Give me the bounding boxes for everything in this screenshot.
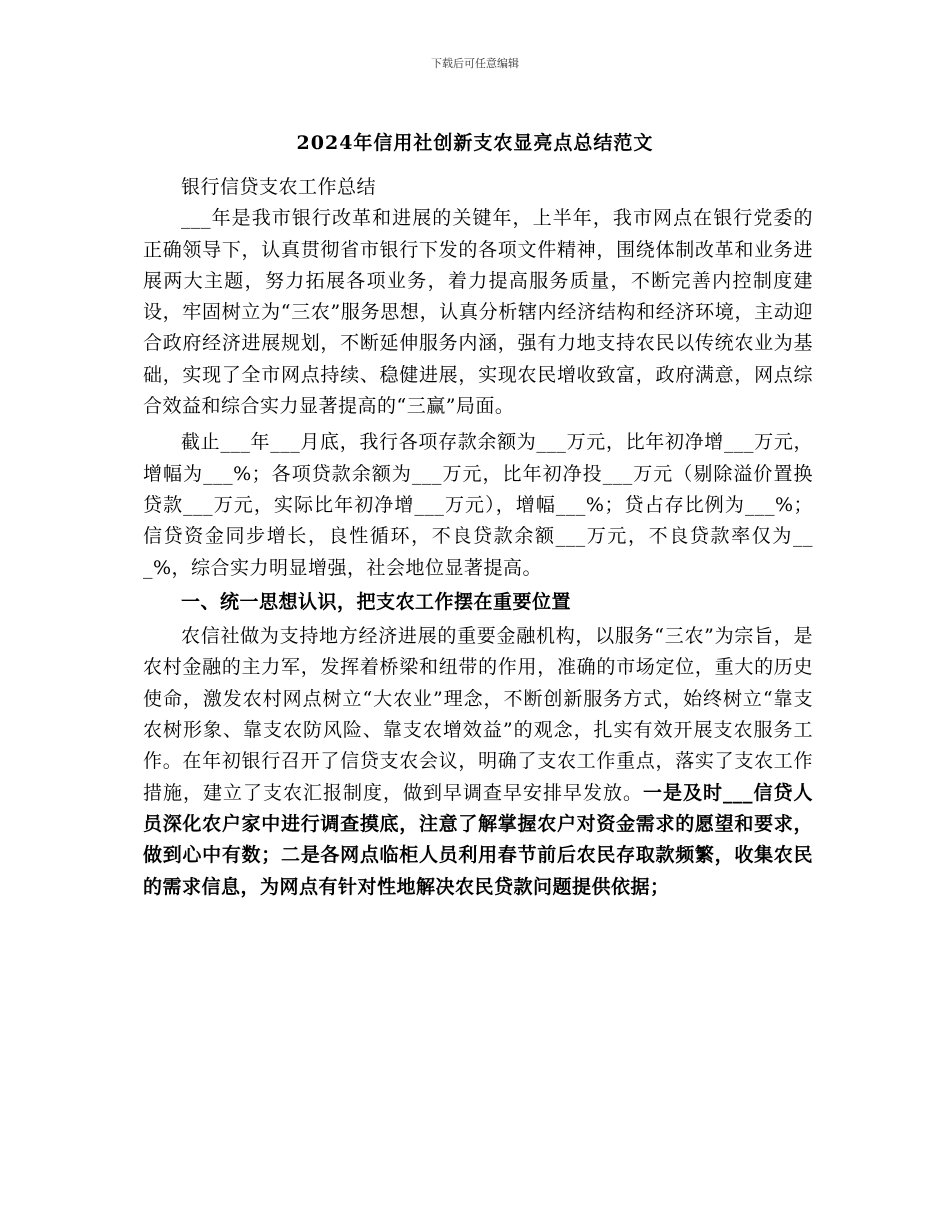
document-body [143, 172, 813, 903]
paragraph-section-1-text: 农信社做为支持地方经济进展的重要金融机构，以服务“三农”为宗旨，是农村金融的主力军，发挥着桥梁和纽带的作用，准确的市场定位，重大的历史使命，激发农村网点树立“大农业”理念，不断创新服务方式，始终树立“靠支农树形象、靠支农防风险、靠支农增效益”的观念，扎实有效开展支农服务工作。在年初银行召开了信贷支农会议，明确了支农工作重点，落实了支农工作措施，建立了支农汇报制度，做到早调查早安排早发放。 [143, 625, 813, 804]
paragraph-figures: 截止___年___月底，我行各项存款余额为___万元，比年初净增___万元，增幅为___%；各项贷款余额为___万元，比年初净投___万元（剔除溢价置换贷款___万元，实际比年初净增___万元），增幅___%；贷占存比例为___%；信贷资金同步增长，良性循环，不良贷款余额___万元，不良贷款率仅为___%，综合实力明显增强，社会地位显著提高。 [143, 431, 813, 579]
paragraph-section-1 [143, 621, 813, 903]
paragraph-subtitle: 银行信贷支农工作总结 [181, 176, 377, 198]
paragraph-intro: ___年是我市银行改革和进展的关键年，上半年，我市网点在银行党委的正确领导下，认真贯彻省市银行下发的各项文件精神，围绕体制改革和业务进展两大主题，努力拓展各项业务，着力提高服务质量，不断完善内控制度建设，牢固树立为“三农”服务思想，认真分析辖内经济结构和经济环境，主动迎合政府经济进展规划，不断延伸服务内涵，强有力地支持农民以传统农业为基础，实现了全市网点持续、稳健进展，实现农民增收致富，政府满意，网点综合效益和综合实力显著提高的“三赢”局面。 [143, 207, 813, 418]
section-heading-1: 一、统一思想认识，把支农工作摆在重要位置 [181, 590, 572, 613]
document-title: 2024年信用社创新支农显亮点总结范文 [296, 132, 654, 154]
paragraph-section-1-bold-text: 一是及时___信贷人员深化农户家中进行调查摸底，注意了解掌握农户对资金需求的愿望和要求，做到心中有数；二是各网点临柜人员利用春节前后农民存取款频繁，收集农民的需求信息，为网点有针对性地解决农民贷款问题提供依据； [143, 781, 813, 898]
header-note: 下载后可任意编辑 [431, 57, 519, 70]
